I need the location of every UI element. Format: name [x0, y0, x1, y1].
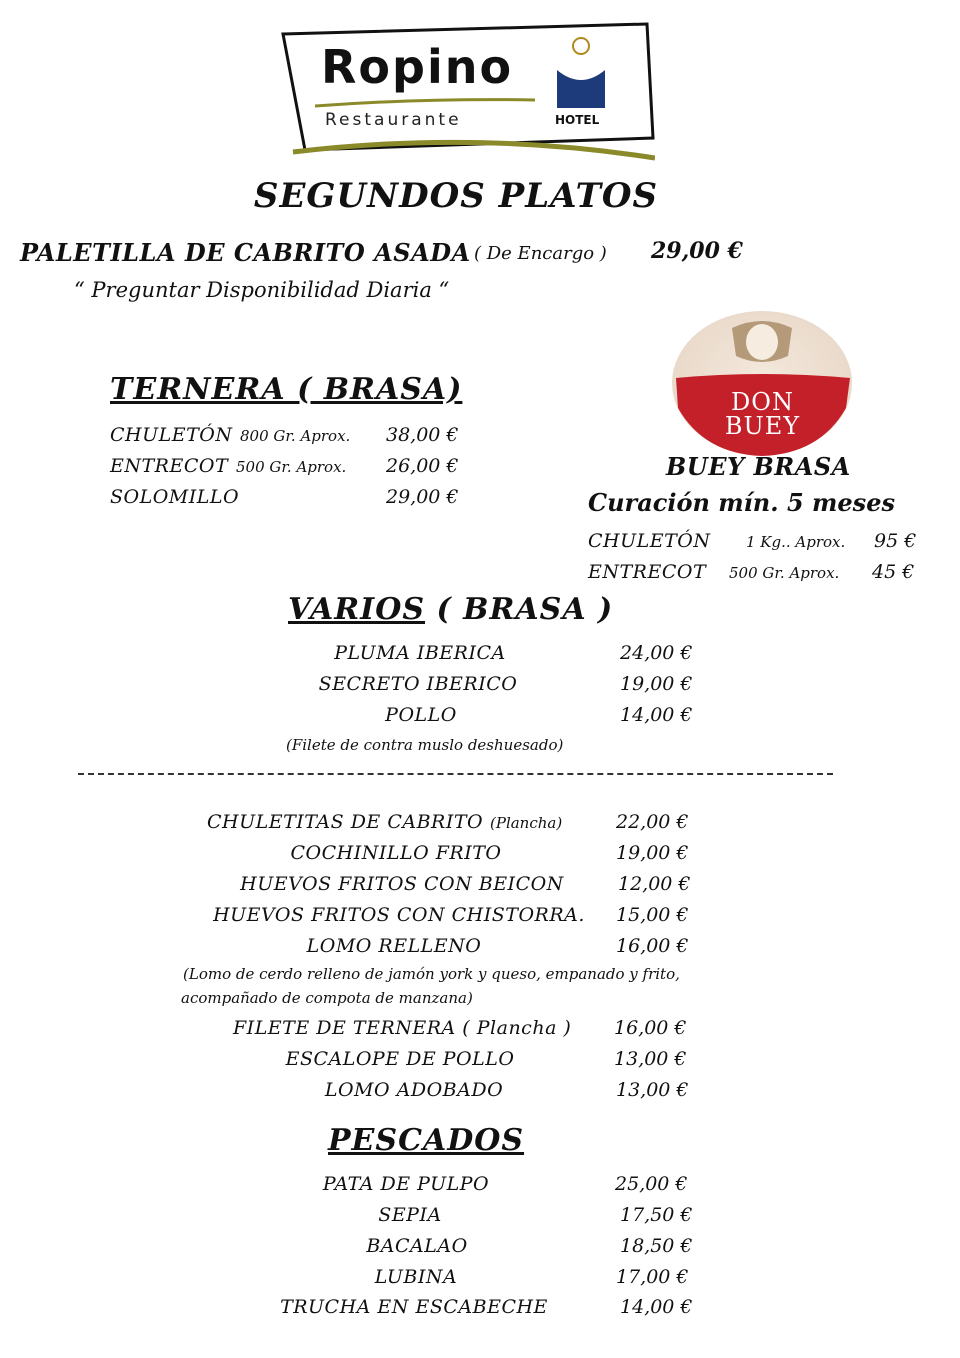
varios-item-price: 14,00 € [620, 704, 693, 726]
varios-heading [288, 592, 613, 627]
varios-item-price: 19,00 € [620, 673, 693, 695]
otros-item-name: LOMO ADOBADO [324, 1079, 504, 1101]
varios-item-name: PLUMA IBERICA [334, 642, 506, 664]
buey-item-weight: 500 Gr. Aprox. [729, 564, 840, 582]
paletilla-price: 29,00 € [651, 238, 743, 264]
otros-item-price: 19,00 € [616, 842, 689, 864]
buey-item-name: CHULETÓN [588, 530, 711, 552]
otros-item-name: HUEVOS FRITOS CON BEICON [240, 873, 564, 895]
pescados-item-price: 17,50 € [620, 1204, 693, 1226]
pescados-item-name: SEPIA [378, 1204, 442, 1226]
buey-item-name: ENTRECOT [588, 561, 707, 583]
otros-item-price: 15,00 € [616, 904, 689, 926]
pescados-item-price: 18,50 € [620, 1235, 693, 1257]
dashed-divider [78, 773, 833, 775]
pescados-item-name: PATA DE PULPO [322, 1173, 490, 1195]
otros-item-name: HUEVOS FRITOS CON CHISTORRA. [213, 904, 585, 926]
otros-item-name: CHULETITAS DE CABRITO [207, 811, 484, 833]
otros-item-price: 13,00 € [616, 1079, 689, 1101]
paletilla-note: ( De Encargo ) [474, 243, 607, 264]
restaurant-logo [275, 20, 655, 165]
ternera-item-price: 38,00 € [386, 424, 459, 446]
ternera-item-weight: 800 Gr. Aprox. [240, 427, 351, 445]
otros-item-price: 12,00 € [618, 873, 691, 895]
otros-item-price: 16,00 € [616, 935, 689, 957]
pescados-item-name: TRUCHA EN ESCABECHE [280, 1296, 548, 1318]
pescados-item-name: BACALAO [366, 1235, 468, 1257]
otros-item-note: (Plancha) [490, 814, 563, 832]
logo-name: Ropino [321, 40, 514, 94]
don-buey-logo [670, 308, 855, 458]
ternera-item-name: CHULETÓN [110, 424, 233, 446]
pescados-item-name: LUBINA [374, 1266, 458, 1288]
buey-item-price: 45 € [872, 561, 915, 583]
pescados-heading: PESCADOS [328, 1123, 525, 1158]
varios-item-price: 24,00 € [620, 642, 693, 664]
buey-subheading: Curación mín. 5 meses [588, 488, 895, 517]
buey-item-weight: 1 Kg.. Aprox. [746, 533, 846, 551]
ternera-item-price: 29,00 € [386, 486, 459, 508]
varios-heading-brasa: ( BRASA ) [425, 592, 614, 627]
don-buey-line2: BUEY [724, 412, 801, 440]
varios-heading-main: VARIOS [288, 592, 425, 627]
ternera-heading: TERNERA ( BRASA) [110, 372, 463, 407]
otros-item-price: 13,00 € [614, 1048, 687, 1070]
lomo-note-line1: (Lomo de cerdo relleno de jamón york y queso, empanado y frito, [183, 965, 680, 983]
ternera-item-price: 26,00 € [386, 455, 459, 477]
page-title: SEGUNDOS PLATOS [253, 176, 659, 216]
otros-item-name: COCHINILLO FRITO [290, 842, 502, 864]
varios-item-name: SECRETO IBERICO [318, 673, 518, 695]
ternera-item-name: ENTRECOT [110, 455, 229, 477]
pescados-item-price: 25,00 € [615, 1173, 688, 1195]
varios-note: (Filete de contra muslo deshuesado) [286, 736, 564, 754]
don-buey-line1: DON [731, 388, 794, 416]
ternera-item-weight: 500 Gr. Aprox. [236, 458, 347, 476]
varios-item-name: POLLO [385, 704, 457, 726]
buey-heading: BUEY BRASA [666, 452, 851, 481]
ternera-item-name: SOLOMILLO [110, 486, 240, 508]
logo-hotel: HOTEL [555, 113, 600, 127]
otros-item-name: FILETE DE TERNERA ( Plancha ) [233, 1017, 572, 1039]
otros-item-price: 22,00 € [616, 811, 689, 833]
lomo-note-line2: acompañado de compota de manzana) [181, 989, 473, 1007]
paletilla-name: PALETILLA DE CABRITO ASADA [20, 238, 471, 267]
logo-subtitle: Restaurante [325, 110, 462, 130]
buey-item-price: 95 € [874, 530, 917, 552]
otros-item-name: LOMO RELLENO [306, 935, 482, 957]
pescados-item-price: 17,00 € [616, 1266, 689, 1288]
otros-item-name: ESCALOPE DE POLLO [285, 1048, 515, 1070]
pescados-item-price: 14,00 € [620, 1296, 693, 1318]
paletilla-remark: “ Preguntar Disponibilidad Diaria “ [74, 278, 450, 302]
otros-item-price: 16,00 € [614, 1017, 687, 1039]
